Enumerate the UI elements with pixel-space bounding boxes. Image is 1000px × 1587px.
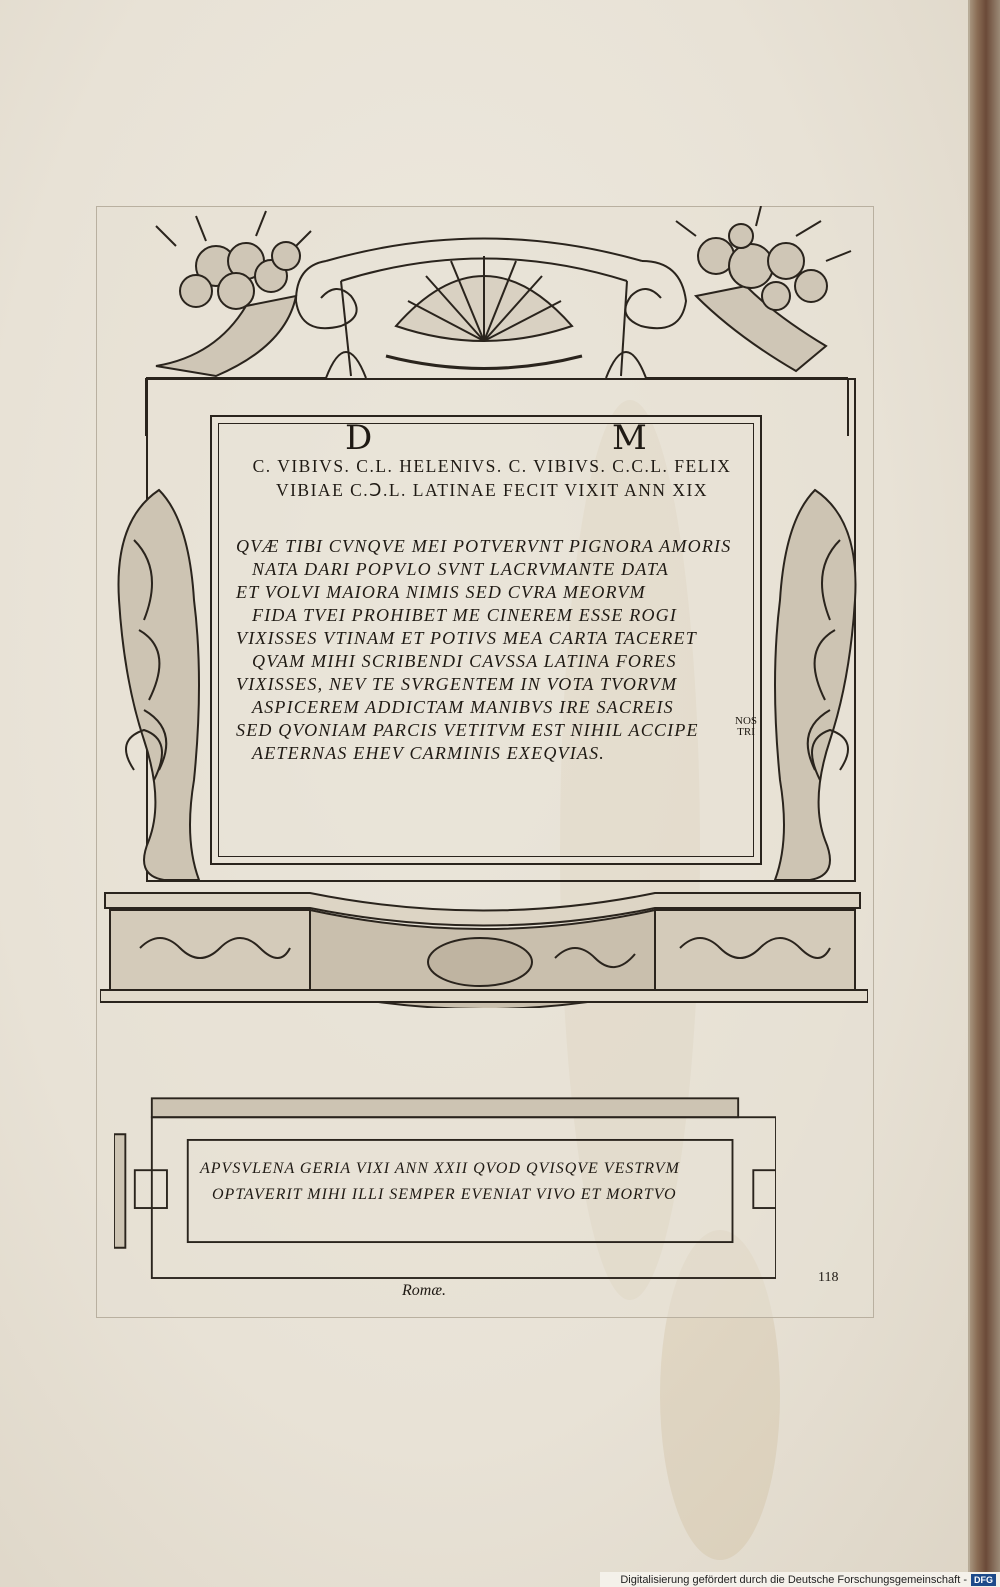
pedestal-base [100, 888, 868, 1008]
left-cornucopia [156, 211, 311, 376]
verse-line: ASPICEREM ADDICTAM MANIBVS IRE SACREIS [252, 697, 674, 717]
verse-line: QVAM MIHI SCRIBENDI CAVSSA LATINA FORES [252, 651, 677, 671]
verse-line: FIDA TVEI PROHIBET ME CINEREM ESSE ROGI [252, 605, 678, 625]
place-name: Romæ. [402, 1282, 446, 1299]
footer-text: Digitalisierung gefördert durch die Deutsche Forschungsgemeinschaft - [620, 1573, 967, 1586]
nostri-ligature [735, 716, 757, 738]
verse-line: NATA DARI POPVLO SVNT LACRVMANTE DATA [252, 559, 669, 579]
book-edge [965, 0, 1000, 1587]
verse-line: VIXISSES, NEV TE SVRGENTEM IN VOTA TVORVM [236, 674, 678, 694]
page-number: 118 [818, 1270, 839, 1285]
verse-line: ET VOLVI MAIORA NIMIS SED CVRA MEORVM [236, 582, 646, 602]
verse-line: SED QVONIAM PARCIS VETITVM EST NIHIL ACCIPE [236, 720, 699, 740]
verse-line: QVÆ TIBI CVNQVE MEI POTVERVNT PIGNORA AMORIS [236, 536, 732, 556]
right-console-ornament [760, 480, 870, 890]
lower-inscription-line: OPTAVERIT MIHI ILLI SEMPER EVENIAT VIVO ET MORTVO [212, 1186, 677, 1203]
verse-line: AETERNAS EHEV CARMINIS EXEQVIAS. [252, 743, 606, 763]
nostri-top: NOS [735, 715, 758, 727]
right-cornucopia [676, 206, 851, 371]
header-line: VIBIAE C.Ↄ.L. LATINAE FECIT VIXIT ANN XIX [275, 480, 709, 500]
lower-inscription-line: APVSVLENA GERIA VIXI ANN XXII QVOD QVISQVE VESTRVM [200, 1160, 680, 1177]
dm-left: D [345, 418, 375, 458]
nostri-bottom: TRI [737, 726, 755, 738]
dfg-logo: DFG [971, 1574, 996, 1586]
left-console-ornament [104, 480, 214, 890]
verse-line: VIXISSES VTINAM ET POTIVS MEA CARTA TACERET [236, 628, 697, 648]
header-line: C. VIBIVS. C.L. HELENIVS. C. VIBIVS. C.C.L. FELIX [252, 456, 732, 476]
digitization-footer [600, 1572, 1000, 1587]
shell-ornament [386, 256, 582, 369]
dm-right: M [612, 418, 649, 458]
